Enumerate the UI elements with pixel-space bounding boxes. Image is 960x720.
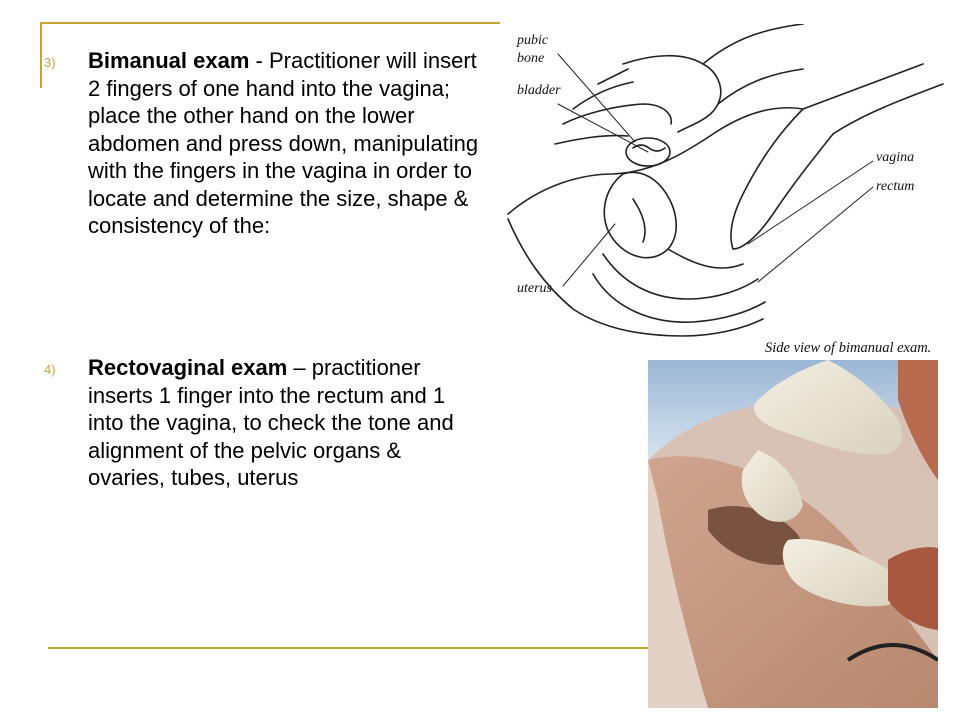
top-accent-rule: [40, 22, 500, 24]
bullet-bimanual-exam: [44, 47, 484, 240]
bullet-text: [88, 47, 484, 240]
bottom-accent-rule: [48, 647, 648, 649]
label-rectum: rectum: [876, 179, 915, 194]
left-accent-rule: [40, 22, 42, 88]
bullet-number: 4): [44, 362, 56, 377]
bullet-text: [88, 354, 484, 492]
bullet-heading: Bimanual exam: [88, 48, 250, 73]
exam-photo: [648, 360, 938, 708]
label-pubic: pubic: [517, 33, 549, 48]
label-uterus: uterus: [517, 281, 552, 296]
bullet-rectovaginal-exam: [44, 354, 484, 492]
bullet-number: 3): [44, 55, 56, 70]
diagram-caption: Side view of bimanual exam.: [765, 340, 932, 356]
label-bone: bone: [517, 51, 545, 66]
bimanual-exam-diagram: [503, 24, 960, 360]
label-vagina: vagina: [876, 150, 915, 165]
bullet-body: - Practitioner will insert 2 fingers of one hand into the vagina; place the other hand on the lower abdomen and press down, manipulating with the fingers in the vagina in order to locate and determine the size, shape & consistency of the:: [88, 48, 479, 238]
label-bladder: bladder: [517, 83, 561, 98]
bullet-heading: Rectovaginal exam: [88, 355, 288, 380]
bullet-body: – practitioner inserts 1 finger into the rectum and 1 into the vagina, to check the tone and alignment of the pelvic organs & ovaries, tubes, uterus: [88, 355, 454, 490]
